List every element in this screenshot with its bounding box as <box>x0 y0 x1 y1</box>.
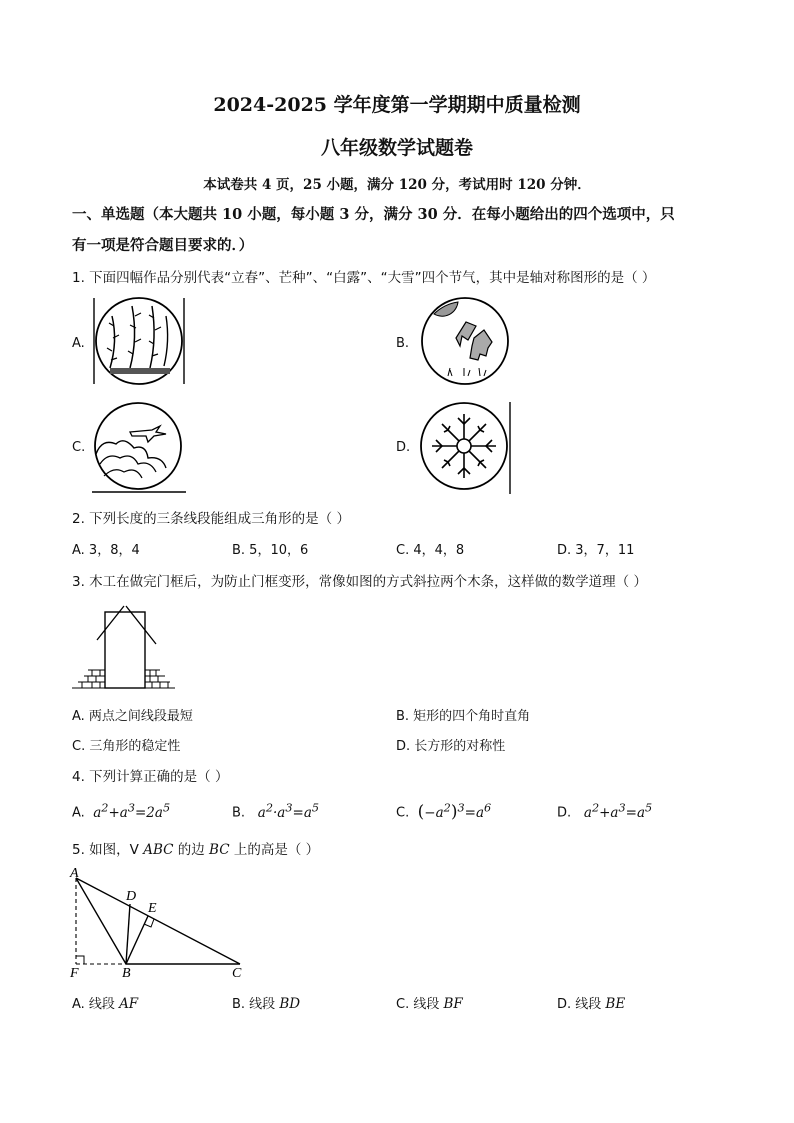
q1-option-a-label: A. <box>72 336 85 351</box>
section-heading-line2: 有一项是符合题目要求的．） <box>72 237 254 254</box>
q2-option-b: B. 5，10，6 <box>232 543 309 558</box>
q4-option-d-expression: $a^2+a^3=a^5$ <box>575 801 653 821</box>
q1-option-c-label: C. <box>72 440 86 455</box>
q5-label-c: C <box>232 966 242 981</box>
q4-option-a-label: A. <box>72 805 85 821</box>
exam-title: 2024-2025 学年度第一学期期中质量检测 <box>213 94 581 116</box>
q5-label-d: D <box>126 889 137 904</box>
q5-text-mid: 的边 <box>173 842 210 858</box>
q3-option-b: B. 矩形的四个角时直角 <box>396 709 531 724</box>
q5-option-c-var: BF <box>443 996 463 1012</box>
q3-option-c: C. 三角形的稳定性 <box>72 739 181 754</box>
q2-option-a: A. 3，8，4 <box>72 543 140 558</box>
q5-option-d-var: BE <box>605 996 626 1012</box>
q4-option-b-expression: $a^2\cdot a^3=a^5$ <box>249 801 320 821</box>
q1-option-b-image <box>418 296 518 386</box>
q3-option-a: A. 两点之间线段最短 <box>72 709 193 724</box>
q5-option-d-label: D. 线段 <box>557 997 606 1012</box>
q5-label-e: E <box>148 901 157 916</box>
q4-option-a <box>72 801 170 821</box>
q4-option-d <box>557 801 652 821</box>
q4-option-d-label: D. <box>557 805 572 821</box>
q4-option-c <box>396 801 491 822</box>
q1-option-d-image <box>418 400 518 495</box>
q5-label-b: B <box>122 966 131 981</box>
q5-option-d <box>557 993 625 1012</box>
question-1-text: 1. 下面四幅作品分别代表“立春”、芒种”、“白露”、“大雪”四个节气，其中是轴对称图形的是（ ） <box>72 270 656 286</box>
q5-option-c-label: C. 线段 <box>396 997 444 1012</box>
q5-option-b <box>232 993 300 1012</box>
q1-option-d-label: D. <box>396 440 411 455</box>
question-5-text <box>72 838 319 858</box>
q3-option-d: D. 长方形的对称性 <box>396 739 506 754</box>
q4-option-b <box>232 801 319 821</box>
q5-label-f: F <box>70 966 79 981</box>
exam-info: 本试卷共 4 页，25 小题，满分 120 分，考试用时 120 分钟． <box>203 177 591 193</box>
q5-text-pre: 5. 如图，V <box>72 842 144 858</box>
q5-side-name: BC <box>209 842 230 858</box>
q5-triangle-figure <box>64 866 254 981</box>
question-3-text: 3. 木工在做完门框后，为防止门框变形，常像如图的方式斜拉两个木条，这样做的数学道理（ ） <box>72 574 647 590</box>
question-2-text: 2. 下列长度的三条线段能组成三角形的是（ ） <box>72 511 350 527</box>
q4-option-a-expression: $a^2+a^3=2a^5$ <box>88 801 171 821</box>
q4-option-b-label: B. <box>232 805 246 821</box>
q2-option-d: D. 3，7，11 <box>557 543 635 558</box>
q5-option-b-var: BD <box>279 996 301 1012</box>
q5-triangle-name: ABC <box>143 842 174 858</box>
q4-option-c-label: C. <box>396 805 410 821</box>
q5-option-b-label: B. 线段 <box>232 997 280 1012</box>
q2-option-c: C. 4，4，8 <box>396 543 465 558</box>
question-4-text: 4. 下列计算正确的是（ ） <box>72 769 229 785</box>
q5-option-a-var: AF <box>119 996 139 1012</box>
q5-option-c <box>396 993 463 1012</box>
section-heading-line1: 一、单选题（本大题共 10 小题，每小题 3 分，满分 30 分．在每小题给出的四个选项中，只 <box>72 206 675 223</box>
q4-option-c-expression: $(-a^2)^3=a^6$ <box>417 801 492 822</box>
q1-option-a-image <box>90 296 190 386</box>
q5-text-post: 上的高是（ ） <box>229 842 320 858</box>
q5-option-a <box>72 993 138 1012</box>
q1-option-b-label: B. <box>396 336 410 351</box>
q3-door-frame-figure <box>70 604 180 690</box>
q1-option-c-image <box>90 400 190 495</box>
exam-subtitle: 八年级数学试题卷 <box>320 137 473 159</box>
q5-label-a: A <box>70 866 79 881</box>
q5-option-a-label: A. 线段 <box>72 997 120 1012</box>
